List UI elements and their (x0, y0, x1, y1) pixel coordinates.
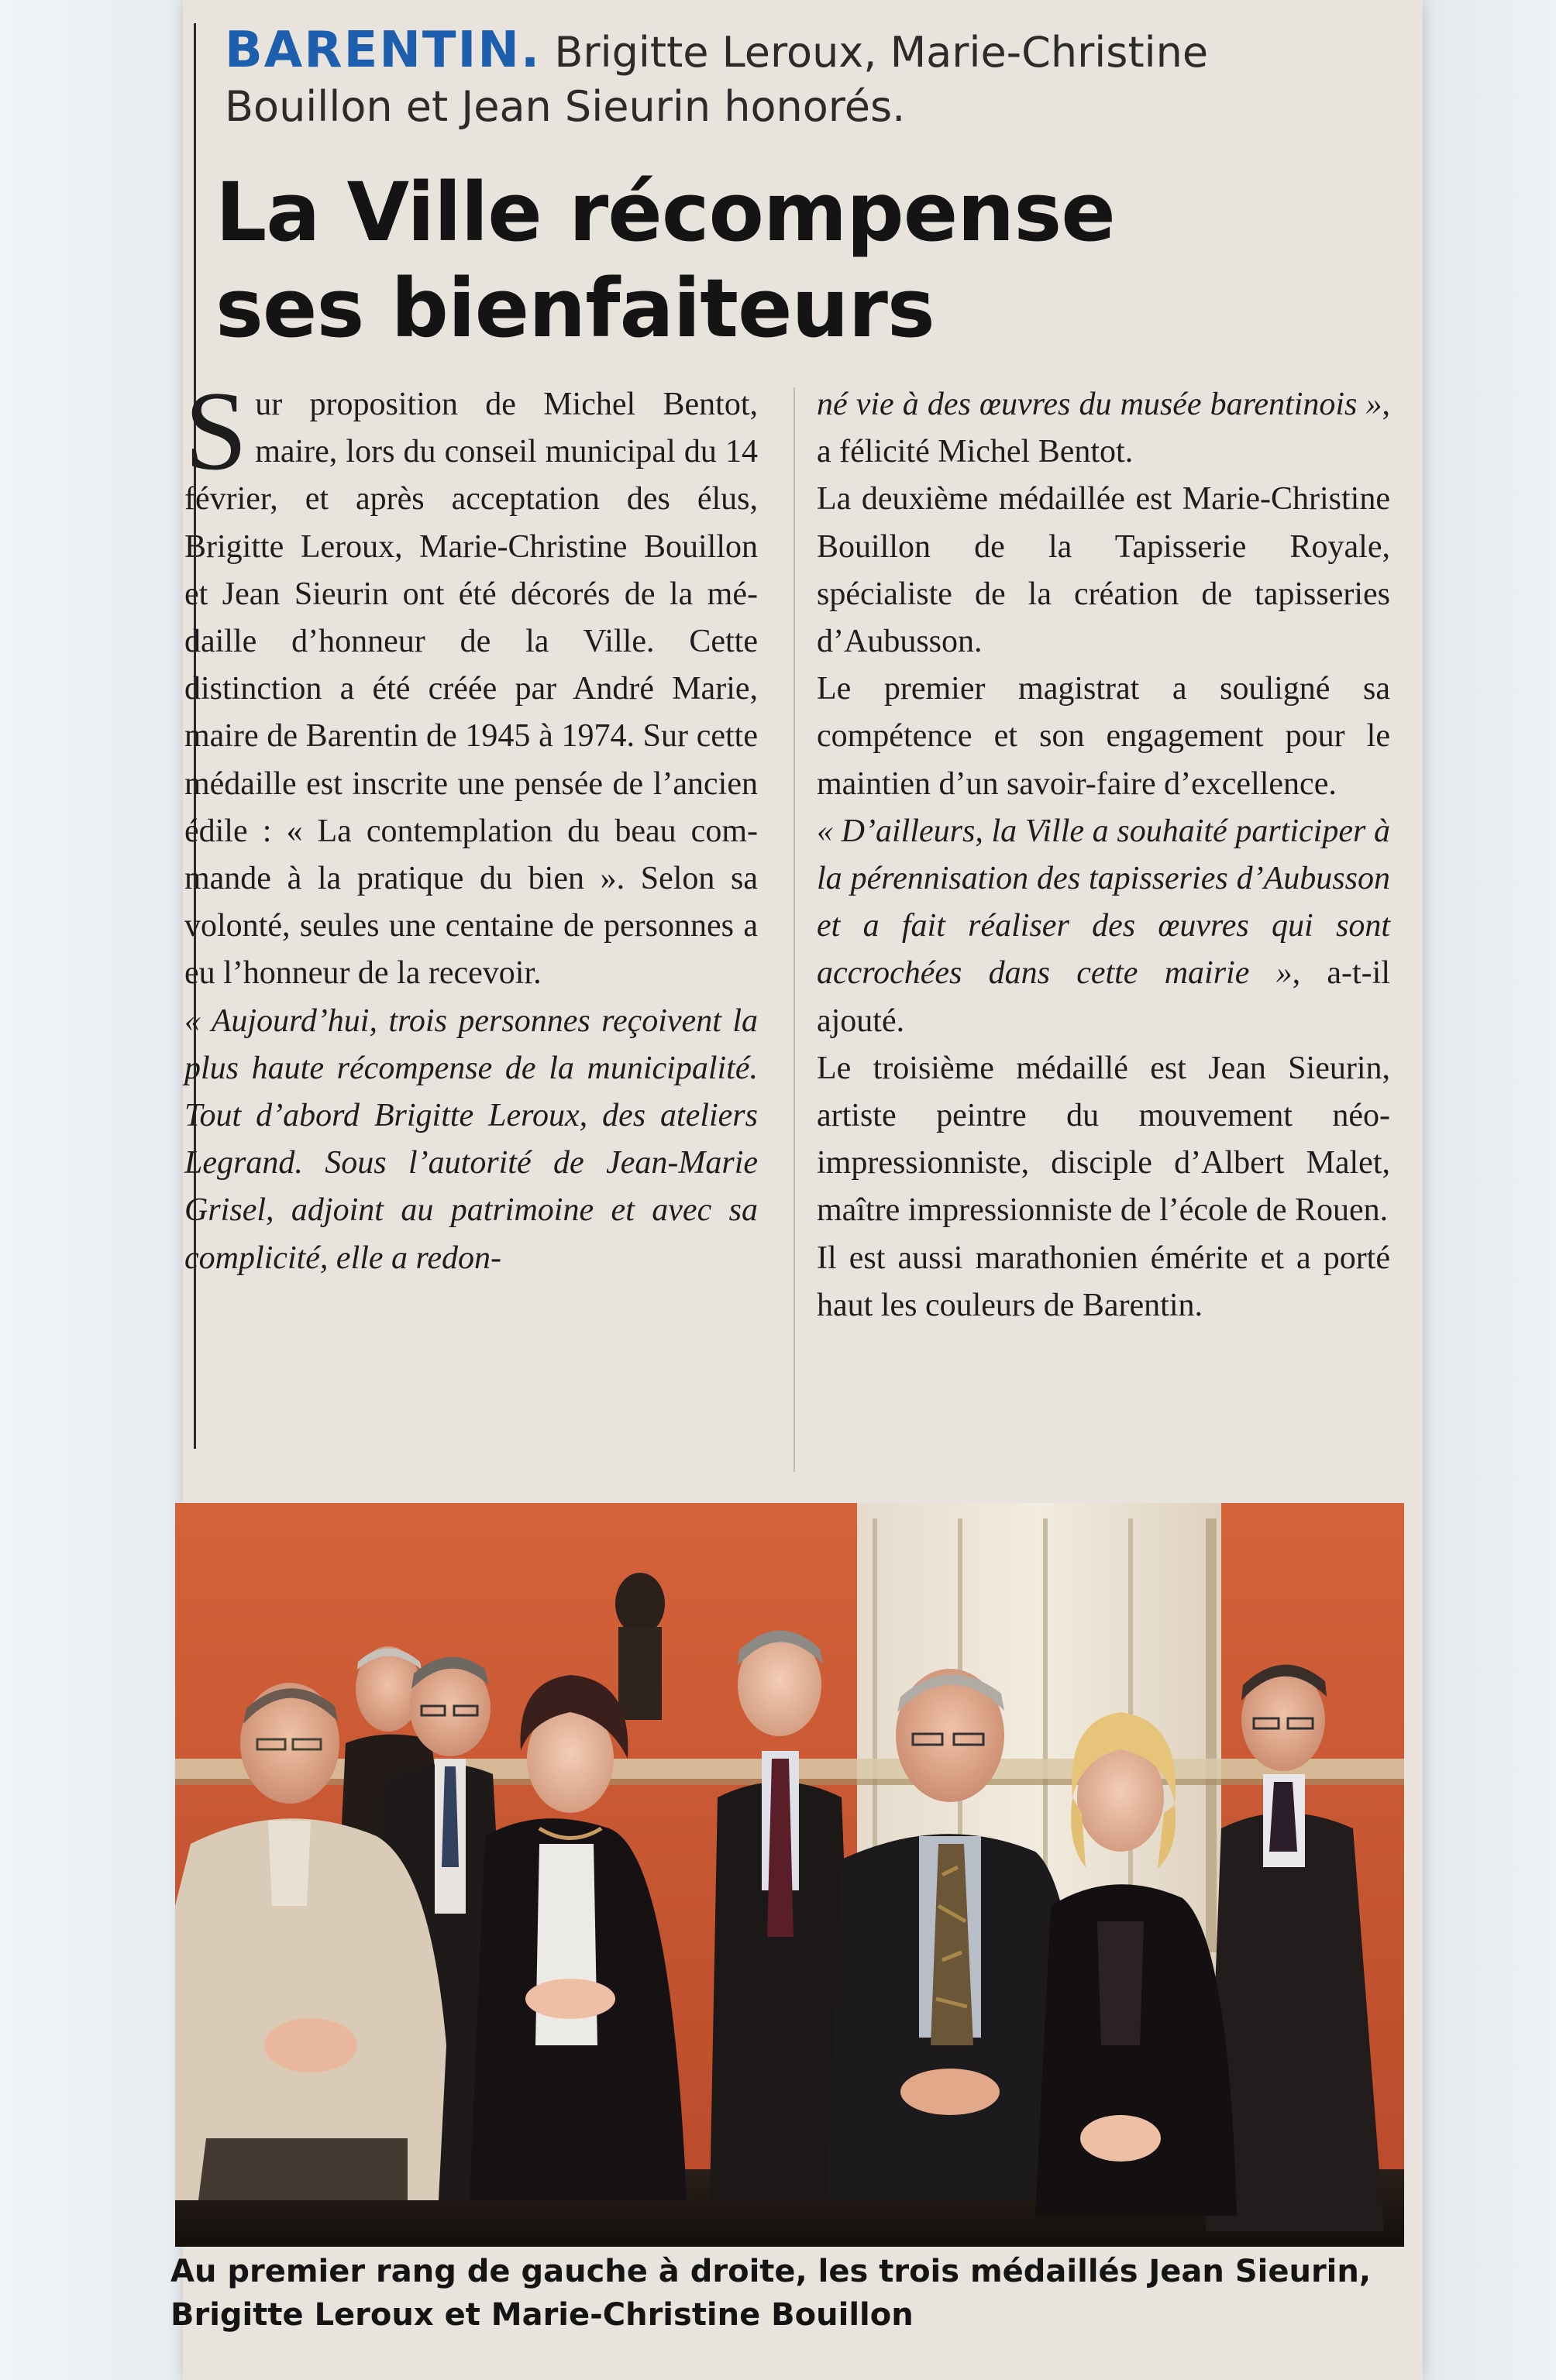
article-headline (215, 164, 1300, 356)
kicker-city: BARENTIN. (225, 22, 542, 79)
quote-tail: , a félicité Michel Bentot. (817, 387, 1390, 470)
paragraph: Le premier magistrat a souligné sa compétence et son engagement pour le maintien d’un savoir-faire d’excellence. (817, 671, 1390, 802)
paragraph (817, 381, 1390, 476)
column-divider (793, 387, 795, 1472)
quote-text: « D’ailleurs, la Ville a souhaité participer à la pérennisation des tapisseries d’Aubusson et a fait réaliser des œuvres qui sont accrochées dans cette mairie » (817, 813, 1390, 992)
article-kicker (225, 23, 1310, 134)
headline-line-1: La Ville récompense (215, 165, 1115, 260)
quote-tail: , a-t-il ajouté. (817, 955, 1390, 1039)
group-photo (175, 1503, 1404, 2247)
photo-caption: Au premier rang de gauche à droite, les trois médaillés Jean Sieurin, Brigitte Leroux et Marie-Christine Bouillon (170, 2254, 1372, 2333)
background-left (0, 0, 186, 2380)
article-column-2 (817, 381, 1390, 1329)
paragraph-text: ur proposition de Michel Bentot, maire, lors du conseil municipal du 14 février, et après acceptation des élus, Brigitte Leroux, Marie-Christine Bouillon et Jean Sieurin ont été décorés de la médaille d’honneur de la Ville. Cette distinction a été créée par André Marie, maire de Barentin de 1945 à 1974. Sur cette médaille est inscrite une pensée de l’ancien édile : « La contemplation du beau commande à la pratique du bien ». Selon sa volonté, seules une centaine de personnes a eu l’honneur de la recevoir. (184, 387, 758, 992)
headline-line-2: ses bienfaiteurs (215, 261, 935, 356)
drop-cap: S (184, 368, 248, 494)
paragraph: Il est aussi marathonien émérite et a porté haut les couleurs de Barentin. (817, 1240, 1390, 1323)
article-column-1 (184, 368, 758, 1282)
paragraph: La deuxième médaillée est Marie-Christine Bouillon de la Tapisserie Royale, spécialiste de la création de tapisseries d’Aubusson. (817, 481, 1390, 660)
quote-text: né vie à des œuvres du musée barentinois » (817, 387, 1382, 422)
kicker-text: Brigitte Leroux, Marie-Christine Bouillon et Jean Sieurin honorés. (225, 28, 1209, 131)
quote-paragraph: « Aujourd’hui, trois personnes reçoivent la plus haute récompense de la municipalité. Tout d’abord Brigitte Leroux, des ateliers Legrand. Sous l’autorité de Jean-Marie Grisel, adjoint au patrimoine et avec sa complicité, elle a redon- (184, 1003, 758, 1276)
paragraph: Le troisième médaillé est Jean Sieurin, artiste peintre du mouvement néo-impressionniste, disciple d’Albert Malet, maître impressionniste de l’école de Rouen. (817, 1050, 1390, 1229)
paragraph (817, 808, 1390, 1045)
paragraph (184, 368, 758, 998)
